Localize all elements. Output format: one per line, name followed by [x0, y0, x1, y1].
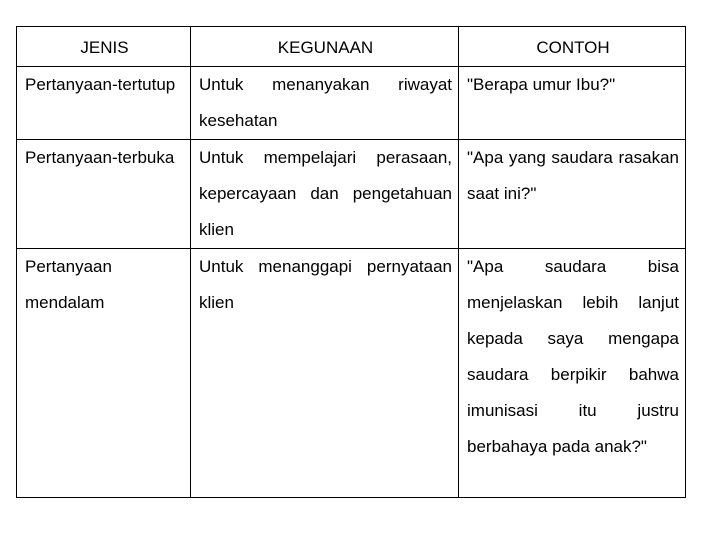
- table-row: [17, 67, 686, 140]
- jenis-cell: Pertanyaan-terbuka: [17, 140, 191, 249]
- table-row: [17, 249, 686, 498]
- jenis-cell: Pertanyaan-tertutup: [17, 67, 191, 140]
- kegunaan-cell: Untuk menanyakan riwayat kesehatan: [191, 67, 459, 140]
- kegunaan-cell: Untuk mempelajari perasaan, kepercayaan dan pengetahuan klien: [191, 140, 459, 249]
- header-contoh: CONTOH: [459, 27, 686, 67]
- comparison-table: [16, 26, 686, 498]
- jenis-cell: Pertanyaan mendalam: [17, 249, 191, 498]
- header-jenis: JENIS: [17, 27, 191, 67]
- kegunaan-cell: Untuk menanggapi pernyataan klien: [191, 249, 459, 498]
- contoh-cell: "Apa yang saudara rasakan saat ini?": [459, 140, 686, 249]
- header-kegunaan: KEGUNAAN: [191, 27, 459, 67]
- contoh-cell: "Berapa umur Ibu?": [459, 67, 686, 140]
- table-row: [17, 140, 686, 249]
- contoh-cell: "Apa saudara bisa menjelaskan lebih lanjut kepada saya mengapa saudara berpikir bahwa imunisasi itu justru berbahaya pada anak?": [459, 249, 686, 498]
- header-row: [17, 27, 686, 67]
